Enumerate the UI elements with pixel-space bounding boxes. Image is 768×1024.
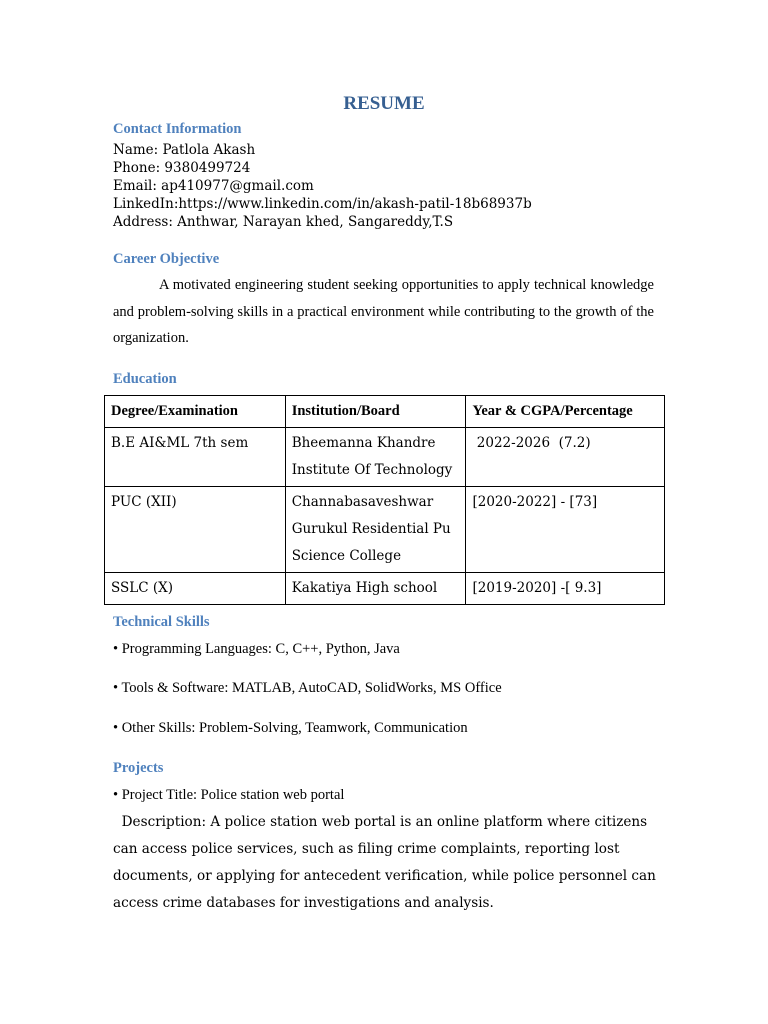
table-row — [105, 573, 665, 605]
year-cell: 2022-2026 (7.2) — [466, 428, 665, 487]
degree-cell: B.E AI&ML 7th sem — [105, 428, 286, 487]
contact-phone: Phone: 9380499724 — [113, 160, 251, 176]
projects-heading: Projects — [113, 760, 164, 776]
contact-email: Email: ap410977@gmail.com — [113, 178, 314, 194]
objective-text: A motivated engineering student seeking opportunities to apply technical knowledge and problem-solving skills in a practical environment while contributing to the growth of the organization. — [113, 277, 654, 346]
project-title: • Project Title: Police station web portal — [113, 787, 345, 803]
skill-item: • Tools & Software: MATLAB, AutoCAD, SolidWorks, MS Office — [113, 680, 502, 696]
degree-cell: PUC (XII) — [105, 487, 286, 573]
institution-cell: Kakatiya High school — [285, 573, 466, 605]
contact-linkedin: LinkedIn:https://www.linkedin.com/in/akash-patil-18b68937b — [113, 196, 532, 212]
education-heading: Education — [113, 371, 177, 387]
table-row — [105, 428, 665, 487]
contact-name: Name: Patlola Akash — [113, 142, 256, 158]
skill-item: • Programming Languages: C, C++, Python, Java — [113, 641, 400, 657]
contact-heading: Contact Information — [113, 121, 242, 137]
column-header: Year & CGPA/Percentage — [466, 396, 665, 428]
resume-title: RESUME — [343, 93, 425, 114]
skill-item: • Other Skills: Problem-Solving, Teamwork, Communication — [113, 720, 468, 736]
project-description: Description: A police station web portal is an online platform where citizens can access police services, such as filing crime complaints, reporting lost documents, or applying for antecedent verification, while police personnel can access crime databases for investigations and analysis. — [113, 814, 661, 911]
institution-cell: Bheemanna Khandre Institute Of Technology — [285, 428, 466, 487]
institution-cell: Channabasaveshwar Gurukul Residential Pu Science College — [285, 487, 466, 573]
degree-cell: SSLC (X) — [105, 573, 286, 605]
column-header: Degree/Examination — [105, 396, 286, 428]
year-cell: [2020-2022] - [73] — [466, 487, 665, 573]
skills-heading: Technical Skills — [113, 614, 210, 630]
table-header-row — [105, 396, 665, 428]
contact-address: Address: Anthwar, Narayan khed, Sangareddy,T.S — [113, 214, 454, 230]
year-cell: [2019-2020] -[ 9.3] — [466, 573, 665, 605]
column-header: Institution/Board — [285, 396, 466, 428]
table-row — [105, 487, 665, 573]
objective-heading: Career Objective — [113, 251, 220, 267]
education-table — [104, 395, 665, 605]
